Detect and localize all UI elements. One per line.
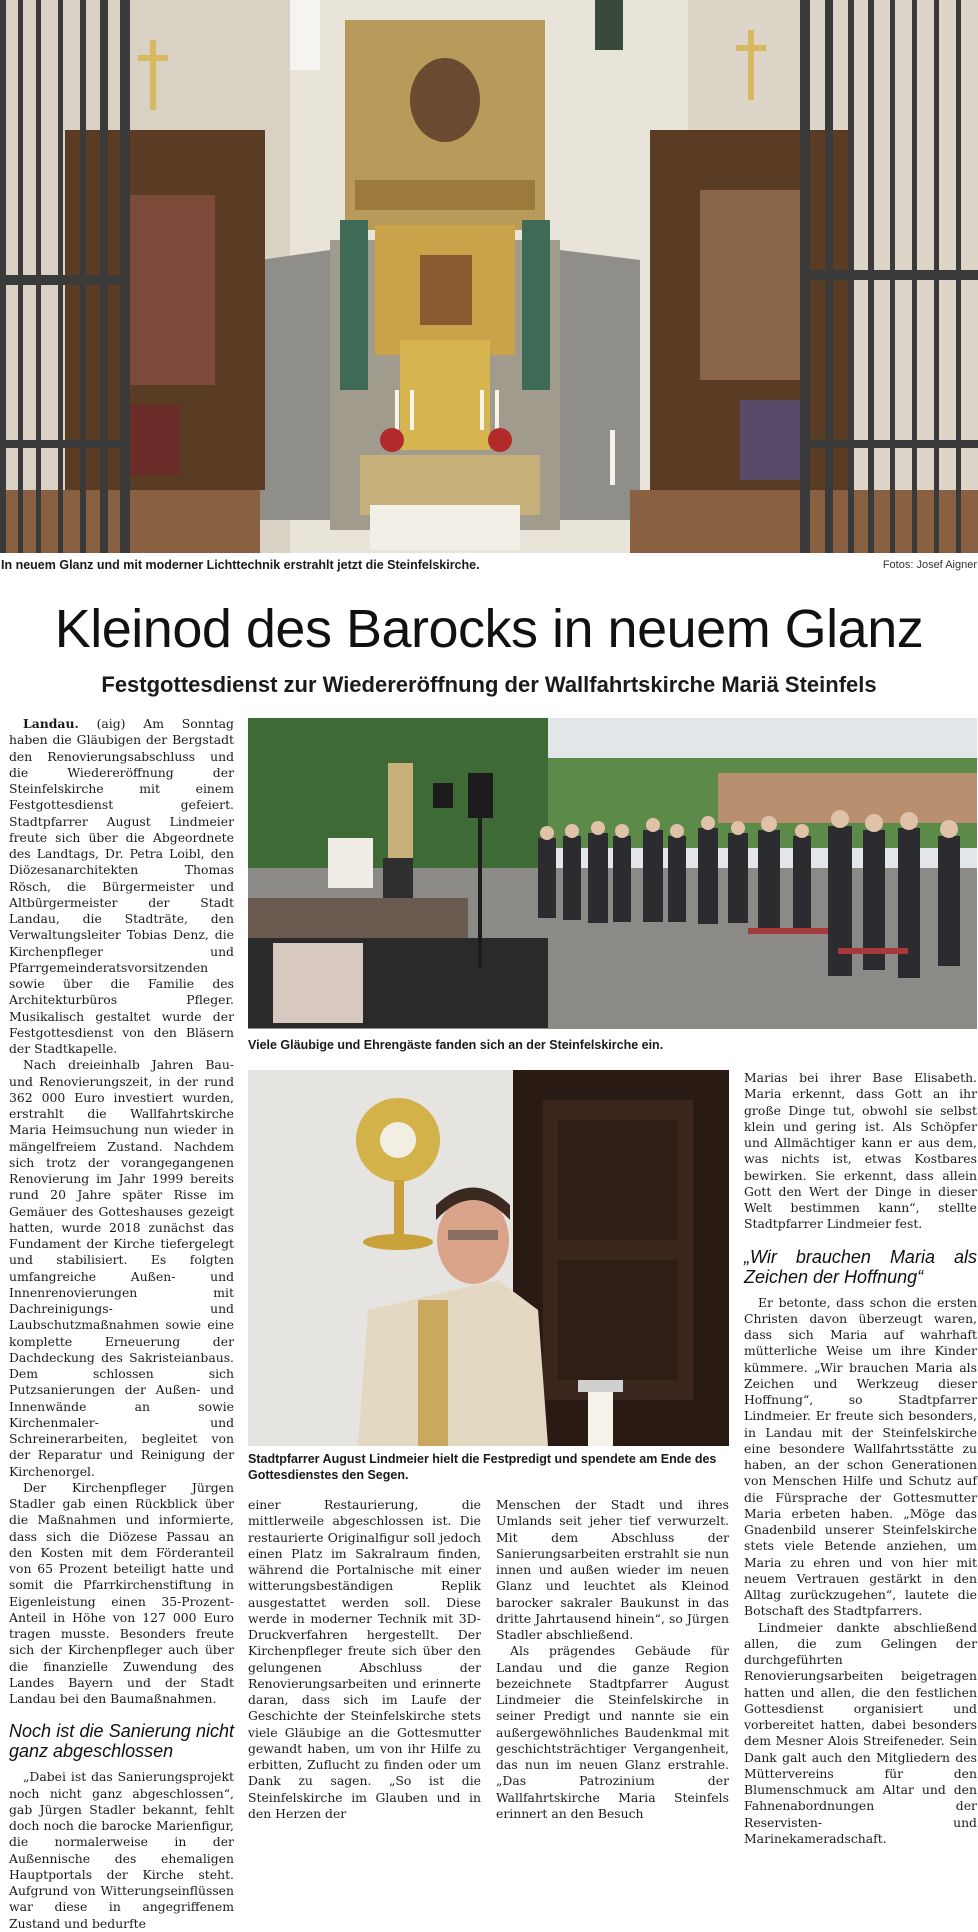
column1-subheading: Noch ist die Sanierung nicht ganz abgeschlossen	[9, 1721, 234, 1762]
article-column-1	[9, 716, 234, 1931]
article-column-3	[496, 1497, 729, 1821]
congregation-photo-caption: Viele Gläubige und Ehrengäste fanden sich an der Steinfelskirche ein.	[248, 1038, 664, 1052]
priest-blessing-photo	[248, 1070, 729, 1446]
column2-paragraph-1: einer Restaurierung, die mittlerweile abgeschlossen ist. Die restaurierte Originalfigur soll jedoch einen Platz im Sakralraum finden, während die Portalnische mit einer witterungsbeständigen Replik ausgestattet werden soll. Diese werde in moderner Technik mit 3D-Druckverfahren hergestellt. Der Kirchenpfleger freute sich über den gelungenen Abschluss der Renovierungsarbeiten und erinnerte daran, dass sich im Laufe der Geschichte der Steinfelskirche stets viele Gläubige an die Gottesmutter gewandt haben, um von ihr Hilfe zu erbitten, Zuflucht zu finden oder um Dank zu sagen. „So ist die Steinfelskirche im Glauben und in den Herzen der	[248, 1497, 481, 1821]
dateline: Landau.	[23, 716, 79, 731]
column1-paragraph-1: (aig) Am Sonntag haben die Gläubigen der Bergstadt den Renovierungsabschluss und die Wiedereröffnung der Steinfelskirche mit einem Festgottesdienst gefeiert. Stadtpfarrer August Lindmeier freute sich über die Abgeordnete des Landtags, Dr. Petra Loibl, den Diözesanarchitekten Thomas Rösch, die Bürgermeister und Altbürgermeister der Stadt Landau, die Stadträte, den Verwaltungsleiter Tobias Denz, die Kirchenpfleger und Pfarrgemeinderatsvorsitzenden sowie über die Familie des Architekturbüros Pfleger. Musikalisch gestaltet wurde der Festgottesdienst von den Bläsern der Stadtkapelle.	[9, 716, 234, 1056]
column4-paragraph-2: Er betonte, dass schon die ersten Christen davon überzeugt waren, dass sich Maria auf wahrhaft mütterliche Weise um ihre Kinder kümmere. „Wir brauchen Maria als Zeichen und Werkzeug dieser Hoffnung“, so Stadtpfarrer Lindmeier. Er freute sich besonders, in Landau mit der Steinfelskirche eine besondere Wallfahrtsstätte zu haben, an der schon Generationen von Menschen Hilfe und Schutz auf die Fürsprache der Gottesmutter Maria erbeten haben. „Möge das Gnadenbild unserer Steinfelskirche stets viele Betende anziehen, um Maria zu ehren und von hier mit neuem Vertrauen gestärkt in den Alltag zurückzugehen“, lautete die Botschaft des Stadtpfarrers.	[744, 1294, 977, 1619]
column1-paragraph-2: Nach dreieinhalb Jahren Bau- und Renovierungszeit, in der rund 362 000 Euro investiert wurden, erstrahlt die Wallfahrtskirche Maria Heimsuchung nun wieder in mängelfreiem Zustand. Nachdem sich trotz der vorangegangenen Renovierung im Jahr 1999 bereits rund 20 Jahre später Risse im Gemäuer des Gotteshauses gezeigt hatten, wurde 2018 zunächst das Fundament der Kirche tiefergelegt und stabilisiert. Es folgten umfangreiche Außen- und Innenrenovierungen mit Dachreinigungs- und Laubschutzmaßnahmen sowie eine komplette Erneuerung der Dachdeckung des Sakristeianbaus. Dem schlossen sich Putzsanierungen der Außen- und Innenwände an sowie Kirchenmaler- und Schreinerarbeiten, begleitet von der Reparatur und Reinigung der Kirchenorgel.	[9, 1057, 234, 1479]
column1-paragraph-3: Der Kirchenpfleger Jürgen Stadler gab einen Rückblick über die Maßnahmen und informierte, dass sich die Diözese Passau an den Kosten mit dem Förderanteil von 65 Prozent beteiligt hatte und somit die Pfarrkirchenstiftung in Eigenleistung einen 35-Prozent-Anteil in Höhe von 127 000 Euro tragen musste. Besonders freute sich der Kirchenpfleger auch über die finanzielle Zuwendung des Landes Bayern und der Stadt Landau bei den Baumaßnahmen.	[9, 1479, 234, 1706]
top-photo-caption: In neuem Glanz und mit moderner Lichttechnik erstrahlt jetzt die Steinfelskirche.	[1, 558, 480, 572]
congregation-photo	[248, 718, 977, 1029]
column4-paragraph-3: Lindmeier dankte abschließend allen, die zum Gelingen der durchgeführten Renovierungsarbeiten beigetragen hatten und allen, die den festlichen Gottesdienst organisiert und vorbereitet hatten, dabei besonders dem Mesner Alois Streifeneder. Sein Dank galt auch den Mitgliedern des Müttervereins für den Blumenschmuck am Altar und den Fahnenabordnungen der Reservisten- und Marinekameradschaft.	[744, 1619, 977, 1846]
article-subheadline: Festgottesdienst zur Wiedereröffnung der Wallfahrtskirche Mariä Steinfels	[101, 672, 877, 697]
column1-paragraph-4: „Dabei ist das Sanierungsprojekt noch nicht ganz abgeschlossen“, gab Jürgen Stadler bekannt, fehlt doch noch die barocke Marienfigur, die normalerweise in der Außennische des ehemaligen Hauptportals der Kirche steht. Aufgrund von Witterungseinflüssen war diese in angegriffenem Zustand und bedurfte	[9, 1769, 234, 1931]
photo-credit: Fotos: Josef Aigner	[882, 559, 977, 571]
column4-subheading: „Wir brauchen Maria als Zeichen der Hoffnung“	[744, 1246, 977, 1287]
article-headline: Kleinod des Barocks in neuem Glanz	[54, 599, 924, 659]
column4-paragraph-1: Marias bei ihrer Base Elisabeth. Maria erkennt, dass Gott an ihr große Dinge tut, obwohl sie selbst klein und gering ist. Als Schöpfer und Allmächtiger kann er aus dem, was nichts ist, etwas Kostbares bewirken. Sie erkennt, dass allein Gott den Wert der Dinge in dieser Welt bestimmen kann“, stellte Stadtpfarrer Lindmeier fest.	[744, 1070, 977, 1232]
column3-paragraph-2: Als prägendes Gebäude für Landau und die ganze Region bezeichnete Stadtpfarrer August Lindmeier die Steinfelskirche in seiner Predigt und nannte sie ein außergewöhnliches Baudenkmal mit geschichtsträchtiger Vergangenheit, das nun im neuen Glanz erstrahle. „Das Patrozinium der Wallfahrtskirche Maria Steinfels erinnert an den Besuch	[496, 1643, 729, 1821]
priest-photo-caption: Stadtpfarrer August Lindmeier hielt die Festpredigt und spendete am Ende des Gottesdienstes den Segen.	[248, 1452, 717, 1482]
column3-paragraph-1: Menschen der Stadt und ihres Umlands seit jeher tief verwurzelt. Mit dem Abschluss der Sanierungsarbeiten erstrahlt sie nun innen und außen wieder im neuen Glanz und leuchtet als Kleinod barocker sakraler Baukunst in das dritte Jahrtausend hinein“, so Jürgen Stadler abschließend.	[496, 1497, 729, 1642]
church-interior-photo	[0, 0, 978, 553]
article-column-2	[248, 1497, 481, 1821]
article-column-4	[744, 1070, 977, 1846]
